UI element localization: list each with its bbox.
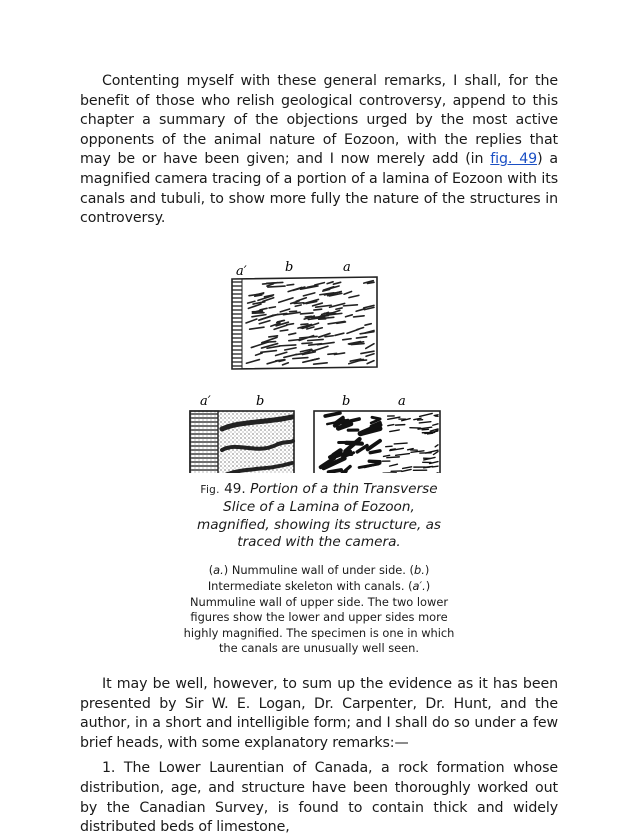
top-panel-tracing	[232, 260, 377, 369]
page-content	[80, 72, 558, 838]
bottom-right-label-a: a	[398, 394, 406, 409]
bottom-right-label-b: b	[342, 394, 350, 409]
figure-49-link[interactable]: fig. 49	[490, 151, 537, 167]
paragraph-3: 1. The Lower Laurentian of Canada, a rock formation whose distribution, age, and structure have been thoroughly worked out by the Canadian Survey, is found to contain thick and widely distributed beds of limestone,	[80, 759, 558, 837]
note-text-a: ) Nummuline wall of under side. (	[224, 563, 414, 577]
note-text-rest: ) Nummuline wall of upper side. The two lower figures show the lower and upper sides more highly magnified. The specimen is one in which the canals are unusually well seen.	[184, 579, 455, 655]
figure-caption	[189, 481, 449, 552]
bottom-left-label-b: b	[256, 394, 264, 409]
caption-fig-prefix: Fig.	[200, 484, 219, 496]
bottom-left-label-a-prime: a′	[200, 394, 211, 409]
caption-text: Portion of a thin Transverse Slice of a Lamina of Eozoon, magnified, showing its structure, as traced with the camera.	[197, 481, 441, 550]
figure-note: (a.) Nummuline wall of under side. (b.) Intermediate skeleton with canals. (a′.) Nummuline wall of upper side. The two lower figures show the lower and upper sides more highly magnified. The specimen is one in which the canals are unusually well seen.	[183, 563, 455, 657]
note-key-b: b.	[414, 563, 425, 577]
top-label-a: a	[343, 260, 351, 275]
figure-49-illustration	[80, 245, 558, 473]
caption-fig-number: 49.	[224, 481, 246, 497]
note-key-a: a.	[213, 563, 224, 577]
note-text-b: ) Intermediate skeleton with canals. (	[208, 563, 429, 593]
eozoon-tracing-drawing	[80, 245, 558, 473]
top-label-a-prime: a′	[236, 264, 247, 279]
paragraph-1-text-end: ) a magnified camera tracing of a portion of a lamina of Eozoon with its canals and tubuli, to show more fully the nature of the structures in controversy.	[80, 151, 558, 226]
bottom-right-panel-tracing	[314, 394, 440, 473]
top-label-b: b	[285, 260, 293, 275]
bottom-left-panel-tracing	[190, 394, 294, 473]
note-key-a-prime: a′.	[413, 579, 426, 593]
paragraph-1	[80, 72, 558, 229]
paragraph-1-text-start: Contenting myself with these general remarks, I shall, for the benefit of those who relish geological controversy, append to this chapter a summary of the objections urged by the most active opponents of the animal nature of Eozoon, with the replies that may be or have been given; and I now merely add (in	[80, 73, 558, 167]
paragraph-2: It may be well, however, to sum up the evidence as it has been presented by Sir W. E. Logan, Dr. Carpenter, Dr. Hunt, and the author, in a short and intelligible form; and I shall do so under a few brief heads, with some explanatory remarks:—	[80, 675, 558, 753]
